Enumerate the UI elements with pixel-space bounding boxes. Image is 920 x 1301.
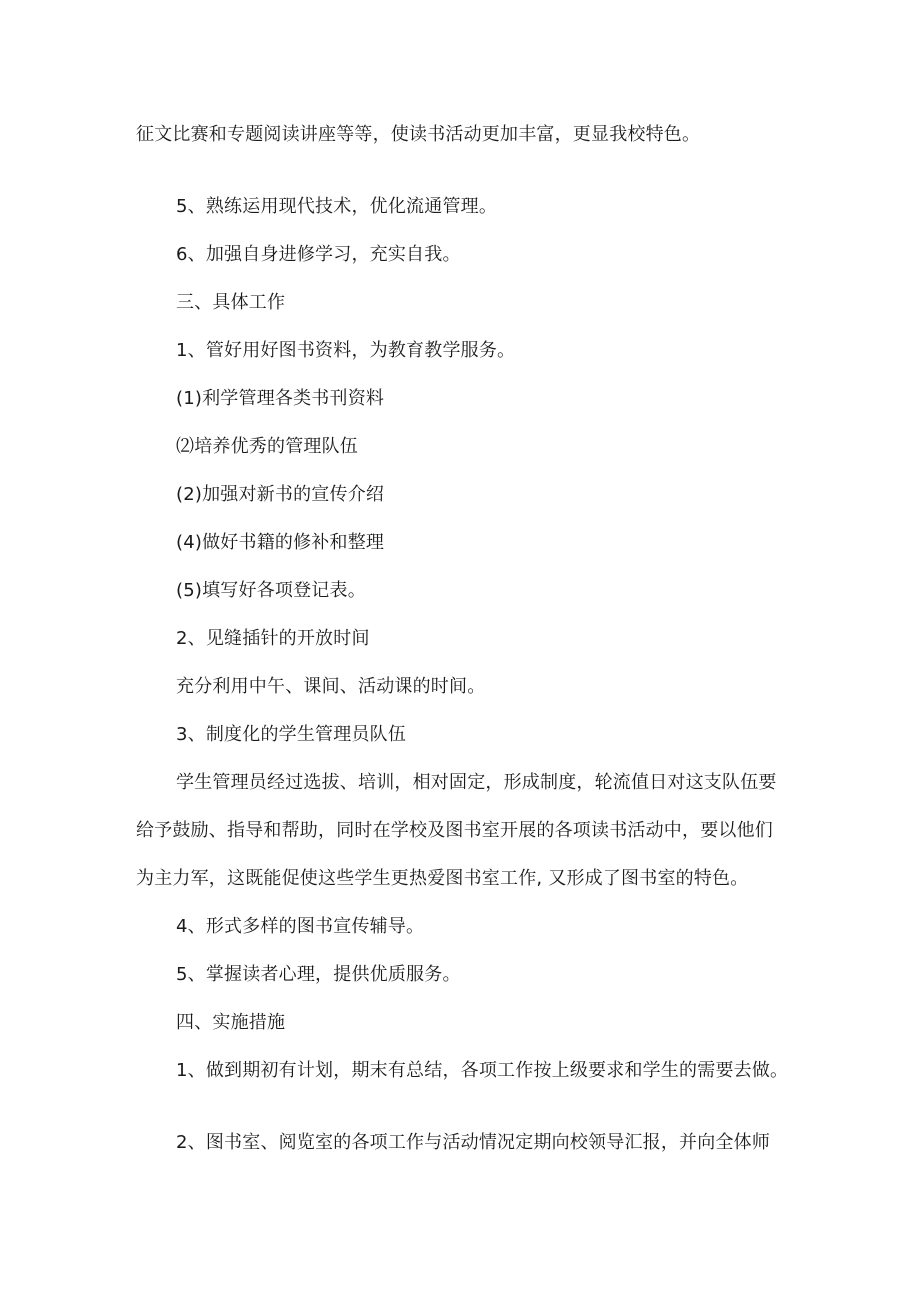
section-heading: 三、具体工作 (176, 292, 286, 313)
paragraph-line: 4、形式多样的图书宣传辅导。 (176, 916, 425, 937)
section-heading: 四、实施措施 (176, 1012, 286, 1033)
paragraph-line: 为主力军，这既能促使这些学生更热爱图书室工作, 又形成了图书室的特色。 (136, 868, 749, 889)
paragraph-line: 5、掌握读者心理，提供优质服务。 (176, 964, 461, 985)
paragraph-line: 征文比赛和专题阅读讲座等等，使读书活动更加丰富，更显我校特色。 (136, 124, 701, 145)
paragraph-line: 学生管理员经过选拔、培训，相对固定，形成制度，轮流值日对这支队伍要 (176, 772, 777, 793)
list-item: ⑵培养优秀的管理队伍 (176, 436, 358, 457)
list-item: (2)加强对新书的宣传介绍 (176, 484, 385, 505)
paragraph-line: 2、见缝插针的开放时间 (176, 628, 370, 649)
paragraph-line: 1、做到期初有计划，期末有总结，各项工作按上级要求和学生的需要去做。 (176, 1060, 789, 1081)
list-item: (5)填写好各项登记表。 (176, 580, 366, 601)
list-item: (1)利学管理各类书刊资料 (176, 388, 385, 409)
paragraph-line: 1、管好用好图书资料，为教育教学服务。 (176, 340, 516, 361)
paragraph-line: 6、加强自身进修学习，充实自我。 (176, 244, 461, 265)
paragraph-line: 给予鼓励、指导和帮助，同时在学校及图书室开展的各项读书活动中，要以他们 (136, 820, 773, 841)
paragraph-line: 5、熟练运用现代技术，优化流通管理。 (176, 196, 498, 217)
paragraph-line: 2、图书室、阅览室的各项工作与活动情况定期向校领导汇报，并向全体师 (176, 1132, 771, 1153)
paragraph-line: 充分利用中午、课间、活动课的时间。 (176, 676, 486, 697)
paragraph-line: 3、制度化的学生管理员队伍 (176, 724, 407, 745)
list-item: (4)做好书籍的修补和整理 (176, 532, 385, 553)
